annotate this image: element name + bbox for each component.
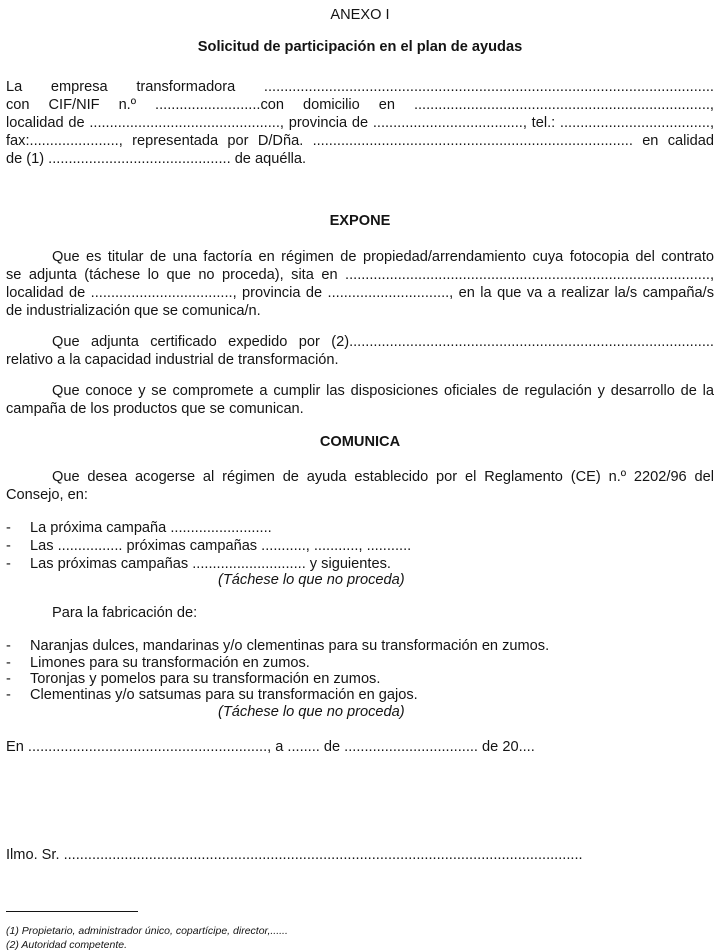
footnote: (1) Propietario, administrador único, copartícipe, director,...... [6,924,288,937]
expone-heading: EXPONE [329,213,391,229]
intro-line: localidad de ..............................................., provincia de ....................................., tel.: ....................................., [6,115,714,131]
bullet-dash: - [6,638,11,654]
expone-paragraph-line: relativo a la capacidad industrial de transformación. [6,352,339,368]
footnote: (2) Autoridad competente. [6,938,128,951]
product-option-label: Naranjas dulces, mandarinas y/o clementinas para su transformación en zumos. [30,638,550,654]
product-option-label: Limones para su transformación en zumos. [30,655,310,671]
expone-paragraph-line: se adjunta (táchese lo que no proceda), sita en .........................................................................................., [6,267,714,283]
document-title: Solicitud de participación en el plan de ayudas [197,39,523,55]
addressee-line: Ilmo. Sr. ................................................................................................................................ [6,847,583,863]
strike-note: (Táchese lo que no proceda) [218,572,405,588]
product-option-label: Toronjas y pomelos para su transformación en zumos. [30,671,381,687]
bullet-dash: - [6,655,11,671]
product-option-label: Clementinas y/o satsumas para su transformación en gajos. [30,687,418,703]
bullet-dash: - [6,556,11,572]
fabrication-intro: Para la fabricación de: [52,605,198,621]
bullet-dash: - [6,687,11,703]
intro-line: La empresa transformadora ............................................................................................................... [6,79,714,95]
campaign-option-label: La próxima campaña ......................... [30,520,272,536]
bullet-dash: - [6,671,11,687]
intro-line: con CIF/NIF n.º ..........................con domicilio en ........................................................................., [6,97,714,113]
bullet-dash: - [6,520,11,536]
annex-label: ANEXO I [330,7,390,23]
bullet-dash: - [6,538,11,554]
strike-note: (Táchese lo que no proceda) [218,704,405,720]
intro-line: de (1) ............................................. de aquélla. [6,151,307,167]
campaign-option [6,537,411,555]
campaign-option-label: Las próximas campañas ............................ y siguientes. [30,556,391,572]
comunica-heading: COMUNICA [319,434,401,450]
product-option [6,637,549,655]
campaign-option [6,519,272,537]
expone-paragraph-line: campaña de los productos que se comunican. [6,401,304,417]
expone-paragraph-line: Que conoce y se compromete a cumplir las disposiciones oficiales de regulación y desarrollo de la [52,383,714,399]
expone-paragraph-line: de industrialización que se comunica/n. [6,303,261,319]
place-date-line: En ..........................................................., a ........ de ................................. de 20.... [6,739,535,755]
footnote-divider [6,911,138,912]
comunica-paragraph-line: Consejo, en: [6,487,88,503]
campaign-option-label: Las ................ próximas campañas ..........., ..........., ........... [30,538,412,554]
intro-line: fax:......................, representada por D/Dña. ............................................................................... en calidad [6,133,714,149]
comunica-paragraph-line: Que desea acogerse al régimen de ayuda establecido por el Reglamento (CE) n.º 2202/96 del [52,469,714,485]
expone-paragraph-line: Que es titular de una factoría en régimen de propiedad/arrendamiento cuya fotocopia del contrato [52,249,714,265]
expone-paragraph-line: Que adjunta certificado expedido por (2).......................................................................................... [52,334,714,350]
product-option [6,686,418,704]
expone-paragraph-line: localidad de ..................................., provincia de .............................., en la que va a realizar la/s campaña/s [6,285,714,301]
